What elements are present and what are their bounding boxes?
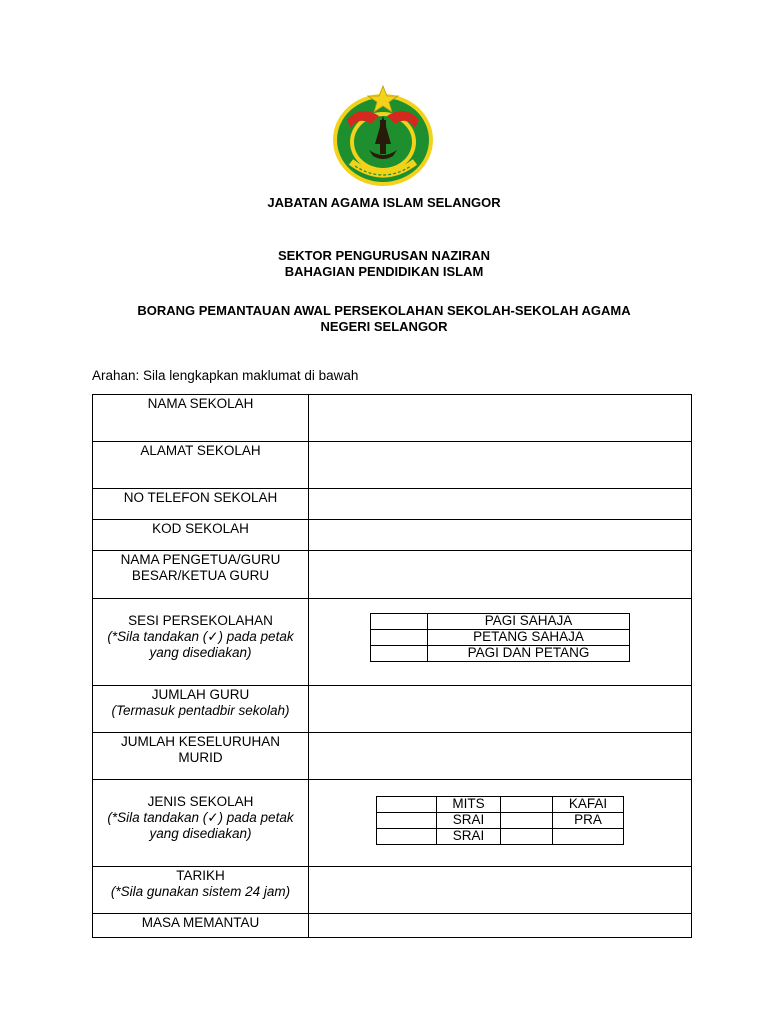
- note-sesi-2: yang disediakan): [149, 645, 252, 660]
- table-row: [377, 813, 624, 829]
- field-tarikh[interactable]: [309, 867, 692, 914]
- table-row: [93, 520, 692, 551]
- label-tarikh: TARIKH: [176, 868, 225, 883]
- table-row: [377, 797, 624, 813]
- label-jumlah-guru: JUMLAH GURU: [151, 687, 250, 702]
- option-srai-1: SRAI: [437, 813, 501, 829]
- option-kafai: KAFAI: [553, 797, 624, 813]
- table-row: [93, 867, 692, 914]
- sesi-options-table: [370, 613, 630, 662]
- option-pagi-dan-petang: PAGI DAN PETANG: [428, 646, 630, 662]
- checkbox-pra[interactable]: [501, 813, 553, 829]
- option-pagi-sahaja: PAGI SAHAJA: [428, 614, 630, 630]
- note-sesi-1: (*Sila tandakan (✓) pada petak: [107, 629, 294, 644]
- option-petang-sahaja: PETANG SAHAJA: [428, 630, 630, 646]
- instruction-text: Arahan: Sila lengkapkan maklumat di bawah: [92, 368, 359, 383]
- note-jenis-1: (*Sila tandakan (✓) pada petak: [107, 810, 294, 825]
- jenis-options-table: [376, 796, 624, 845]
- label-masa-memantau: MASA MEMANTAU: [141, 915, 260, 930]
- field-nama-pengetua[interactable]: [309, 551, 692, 599]
- sector-heading: SEKTOR PENGURUSAN NAZIRAN: [277, 248, 491, 263]
- division-heading: BAHAGIAN PENDIDIKAN ISLAM: [284, 264, 484, 279]
- checkbox-srai-2[interactable]: [377, 829, 437, 845]
- option-empty: [553, 829, 624, 845]
- label-nama-pengetua-2: BESAR/KETUA GURU: [131, 568, 270, 583]
- label-sesi: SESI PERSEKOLAHAN: [128, 613, 273, 628]
- label-alamat-sekolah: ALAMAT SEKOLAH: [140, 443, 261, 458]
- checkbox-pagi-dan-petang[interactable]: [371, 646, 428, 662]
- field-jumlah-murid[interactable]: [309, 733, 692, 780]
- table-row: [93, 442, 692, 489]
- option-pra: PRA: [553, 813, 624, 829]
- field-masa-memantau[interactable]: [309, 914, 692, 938]
- form-title-line2: NEGERI SELANGOR: [320, 319, 448, 334]
- field-sesi: [309, 599, 692, 686]
- department-heading: JABATAN AGAMA ISLAM SELANGOR: [267, 195, 501, 210]
- checkbox-petang-sahaja[interactable]: [371, 630, 428, 646]
- table-row: [371, 646, 630, 662]
- table-row: [93, 599, 692, 686]
- field-jumlah-guru[interactable]: [309, 686, 692, 733]
- label-kod-sekolah: KOD SEKOLAH: [152, 521, 249, 536]
- table-row: [93, 686, 692, 733]
- field-alamat-sekolah[interactable]: [309, 442, 692, 489]
- option-srai-2: SRAI: [437, 829, 501, 845]
- label-jumlah-murid-2: MURID: [178, 750, 223, 765]
- field-kod-sekolah[interactable]: [309, 520, 692, 551]
- form-title-line1: BORANG PEMANTAUAN AWAL PERSEKOLAHAN SEKOLAH-SEKOLAH AGAMA: [137, 303, 631, 318]
- table-row: [93, 551, 692, 599]
- option-mits: MITS: [437, 797, 501, 813]
- table-row: [93, 914, 692, 938]
- note-jenis-2: yang disediakan): [149, 826, 252, 841]
- table-row: [93, 489, 692, 520]
- table-row: [371, 630, 630, 646]
- field-nama-sekolah[interactable]: [309, 395, 692, 442]
- field-no-telefon[interactable]: [309, 489, 692, 520]
- table-row: [93, 395, 692, 442]
- label-jumlah-murid-1: JUMLAH KESELURUHAN: [120, 734, 281, 749]
- field-jenis-sekolah: [309, 780, 692, 867]
- label-nama-sekolah: NAMA SEKOLAH: [147, 396, 254, 411]
- table-row: [377, 829, 624, 845]
- label-jenis-sekolah: JENIS SEKOLAH: [147, 794, 254, 809]
- label-no-telefon: NO TELEFON SEKOLAH: [123, 490, 278, 505]
- table-row: [93, 733, 692, 780]
- table-row: [371, 614, 630, 630]
- checkbox-mits[interactable]: [377, 797, 437, 813]
- checkbox-kafai[interactable]: [501, 797, 553, 813]
- checkbox-empty[interactable]: [501, 829, 553, 845]
- label-nama-pengetua-1: NAMA PENGETUA/GURU: [120, 552, 281, 567]
- table-row: [93, 780, 692, 867]
- jais-crest-logo: [331, 84, 435, 188]
- checkbox-srai-1[interactable]: [377, 813, 437, 829]
- note-tarikh: (*Sila gunakan sistem 24 jam): [110, 884, 291, 899]
- monitoring-form-table: [92, 394, 692, 938]
- note-jumlah-guru: (Termasuk pentadbir sekolah): [111, 703, 290, 718]
- checkbox-pagi-sahaja[interactable]: [371, 614, 428, 630]
